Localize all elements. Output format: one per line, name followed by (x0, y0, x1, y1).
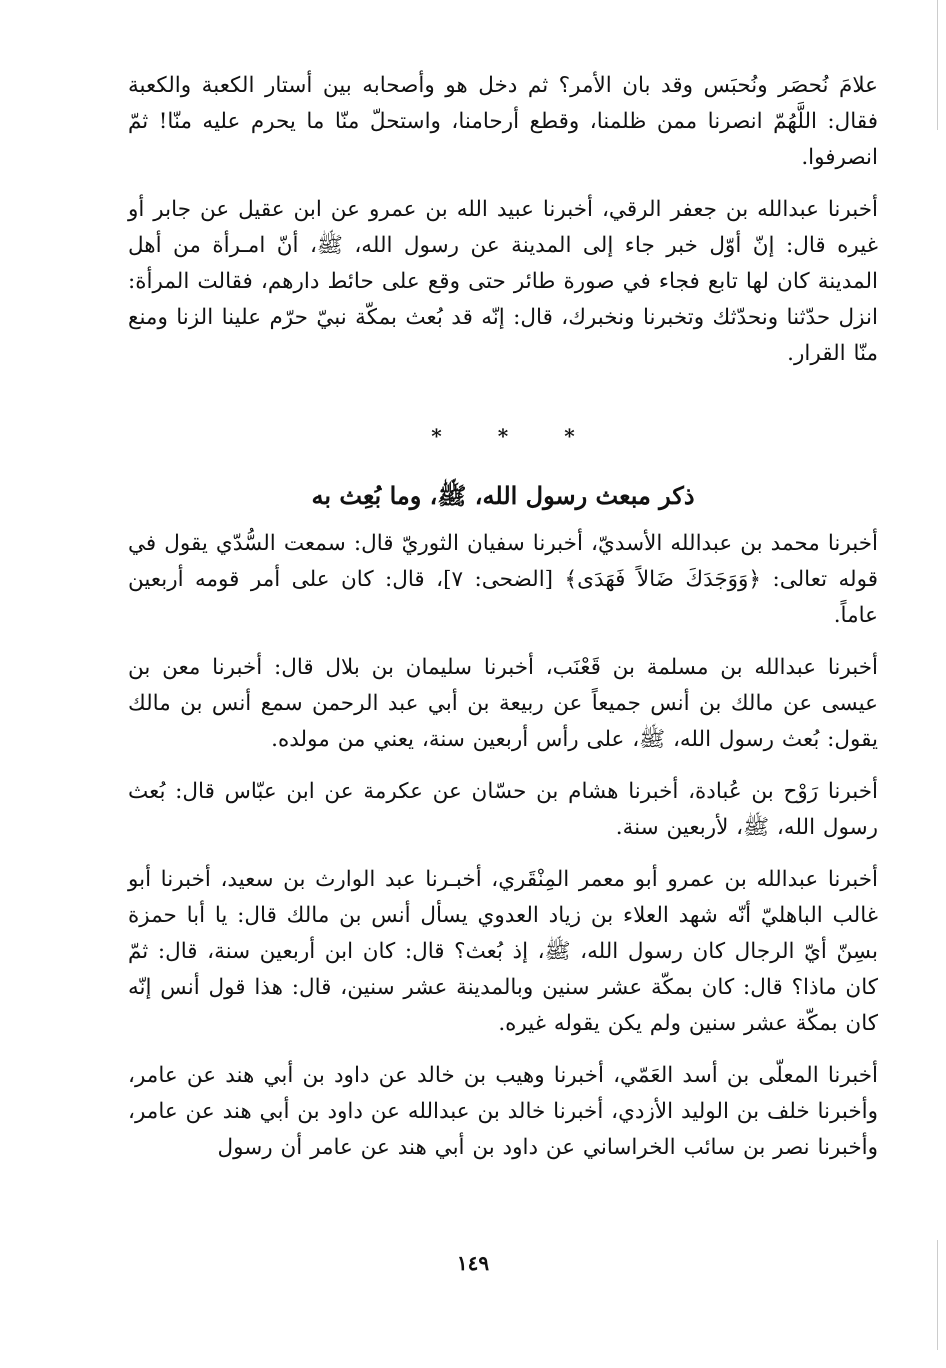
scan-edge-mark (937, 1240, 938, 1350)
paragraph-muala-ibn-asad: أخبرنا المعلّى بن أسد العَمّي، أخبرنا وهيب بن خالد عن داود بن أبي هند عن عامر، وأخبرنا خلف بن الوليد الأزدي، أخبرنا خالد بن عبدالله عن داود بن أبي هند عن عامر، وأخبرنا نصر بن سائب الخراساني عن داود بن أبي هند عن عامر أن رسول (128, 1063, 878, 1160)
page-number: ١٤٩ (456, 1251, 490, 1275)
section-separator (128, 418, 878, 454)
paragraph-abu-ghalib: أخبرنا عبدالله بن عمرو أبو معمر المِنْقَري، أخبـرنا عبد الوارث بن سعيد، أخبرنا أبو غالب الباهليّ أنّه شهد العلاء بن زياد العدوي يسأل أنس بن مالك قال: يا أبا حمزة بسِنّ أيّ الرجال كان رسول الله، ﷺ، إذ بُعث؟ قال: كان ابن أربعين سنة، قال: ثمّ كان ماذا؟ قال: كان بمكّة عشر سنين وبالمدينة عشر سنين، قال: هذا قول أنس إنّه كان بمكّة عشر سنين ولم يكن يقوله غيره. (128, 867, 878, 1036)
separator-star: * (564, 424, 575, 448)
paragraph-quraysh-prayer: علامَ نُحصَر ونُحبَس وقد بان الأمر؟ ثم دخل هو وأصحابه بين أستار الكعبة والكعبة فقال: اللَّهُمّ انصرنا ممن ظلمنا، وقطع أرحامنا، واستحلّ منّا ما يحرم عليه منّا! ثمّ انصرفوا. (128, 73, 878, 170)
paragraph-anas-forty-years: أخبرنا عبدالله بن مسلمة بن قَعْنَب، أخبرنا سليمان بن بلال قال: أخبرنا معن بن عيسى عن مالك بن أنس جميعاً عن ربيعة بن أبي عبد الرحمن سمع أنس بن مالك يقول: بُعث رسول الله، ﷺ، على رأس أربعين سنة، يعني من مولده. (128, 655, 878, 752)
top-text-block (128, 68, 878, 388)
main-text-block (128, 526, 878, 1182)
paragraph-first-news-medina: أخبرنا عبدالله بن جعفر الرقي، أخبرنا عبيد الله بن عمرو عن ابن عقيل عن جابر أو غيره قال: إنّ أوّل خبر جاء إلى المدينة عن رسول الله، ﷺ، أنّ امـرأة من أهل المدينة كان لها تابع فجاء في صورة طائر حتى وقع على حائط دارهم، فقالت المرأة: انزل حدّثنا ونحدّثك وتخبرنا ونخبرك، قال: إنّه قد بُعث بمكّة نبيّ حرّم علينا الزنا ومنع منّا القرار. (128, 197, 878, 366)
separator-star: * (431, 424, 442, 448)
section-heading: ذكر مبعث رسول الله، ﷺ، وما بُعِث به (311, 481, 695, 510)
separator-star: * (497, 424, 509, 448)
paragraph-suddi-tafsir: أخبرنا محمد بن عبدالله الأسديّ، أخبرنا سفيان الثوريّ قال: سمعت السُّدّي يقول في قوله تعالى: ﴿وَوَجَدَكَ ضَالاً فَهَدَى﴾ [الضحى: ٧]، قال: كان على أمر قومه أربعين عاماً. (128, 531, 878, 628)
scan-edge-mark (937, 0, 938, 130)
paragraph-ibn-abbas: أخبرنا رَوْح بن عُبادة، أخبرنا هشام بن حسّان عن عكرمة عن ابن عبّاس قال: بُعث رسول الله، ﷺ، لأربعين سنة. (128, 779, 878, 840)
